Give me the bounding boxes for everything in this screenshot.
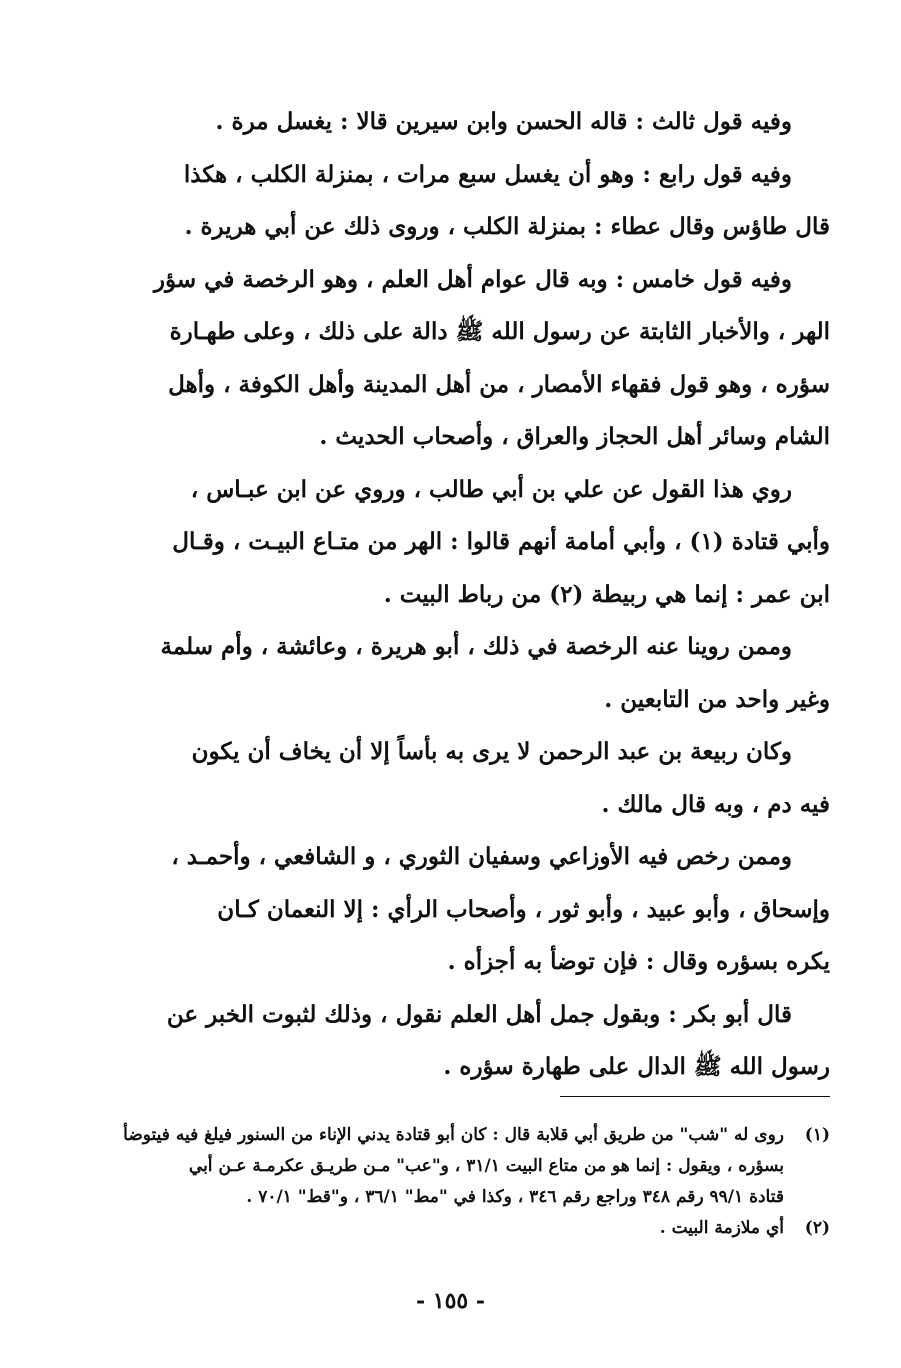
footnote-marker: (١): [804, 1125, 830, 1145]
main-text: [110, 96, 830, 1094]
text-line: قال طاؤس وقال عطاء : بمنزلة الكلب ، وروى ذلك عن أبي هريرة .: [184, 213, 830, 240]
text-line: وممن رخص فيه الأوزاعي وسفيان الثوري ، و الشافعي ، وأحمـد ،: [171, 843, 792, 870]
text-line: وأبي قتادة (١) ، وأبي أمامة أنهم قالوا : الهر من متـاع البيـت ، وقـال: [172, 528, 830, 555]
footnote-text: [110, 1120, 784, 1213]
text-line: وفيه قول ثالث : قاله الحسن وابن سيرين قالا : يغسل مرة .: [215, 108, 792, 135]
text-line: وممن روينا عنه الرخصة في ذلك ، أبو هريرة ، وعائشة ، وأم سلمة: [160, 633, 792, 660]
footnote-marker: (٢): [804, 1218, 830, 1238]
footnote-line: روى له "شب" من طريق أبي قلابة قال : كان أبو قتادة يدني الإناء من السنور فيلغ فيه فيتوضأ: [123, 1125, 784, 1145]
text-line: فيه دم ، وبه قال مالك .: [601, 790, 830, 818]
text-line: رسول الله ﷺ الدال على طهارة سؤره .: [443, 1053, 830, 1080]
text-line: وفيه قول رابع : وهو أن يغسل سبع مرات ، بمنزلة الكلب ، هكذا: [183, 160, 792, 188]
text-line: روي هذا القول عن علي بن أبي طالب ، وروي عن ابن عبـاس ،: [190, 475, 792, 503]
footnote-line: أي ملازمة البيت .: [659, 1218, 784, 1238]
text-line: سؤره ، وهو قول فقهاء الأمصار ، من أهل المدينة وأهل الكوفة ، وأهل: [168, 370, 830, 398]
footnote-line: بسؤره ، ويقول : إنما هو من متاع البيت ٣١/١ ، و"عب" مـن طريـق عكرمـة عـن أبي: [188, 1156, 784, 1176]
text-line: يكره بسؤره وقال : فإن توضأ به أجزأه .: [447, 948, 830, 975]
footnote-text: [110, 1213, 784, 1244]
text-line: قال أبو بكر : وبقول جمل أهل العلم نقول ، وذلك لثبوت الخبر عن: [166, 1000, 792, 1028]
footnote-2: [110, 1213, 830, 1244]
text-line: الشام وسائر أهل الحجاز والعراق ، وأصحاب الحديث .: [319, 423, 830, 450]
text-line: وإسحاق ، وأبو عبيد ، وأبو ثور ، وأصحاب الرأي : إلا النعمان كـان: [217, 895, 830, 923]
footnotes: [110, 1120, 830, 1244]
footnote-separator: [560, 1096, 830, 1097]
text-line: وفيه قول خامس : وبه قال عوام أهل العلم ، وهو الرخصة في سؤر: [153, 265, 792, 293]
page-number: - ١٥٥ -: [415, 1288, 486, 1314]
text-line: الهر ، والأخبار الثابتة عن رسول الله ﷺ دالة على ذلك ، وعلى طهـارة: [169, 318, 830, 345]
text-line: وكان ربيعة بن عبد الرحمن لا يرى به بأساً إلا أن يخاف أن يكون: [191, 738, 792, 765]
footnote-line: قتادة ٩٩/١ رقم ٣٤٨ وراجع رقم ٣٤٦ ، وكذا في "مط" ٣٦/١ ، و"قط" ٧٠/١ .: [246, 1187, 784, 1207]
footnote-1: [110, 1120, 830, 1213]
text-line: وغير واحد من التابعين .: [604, 685, 830, 713]
text-line: ابن عمر : إنما هي ربيطة (٢) من رباط البيت .: [383, 580, 830, 608]
